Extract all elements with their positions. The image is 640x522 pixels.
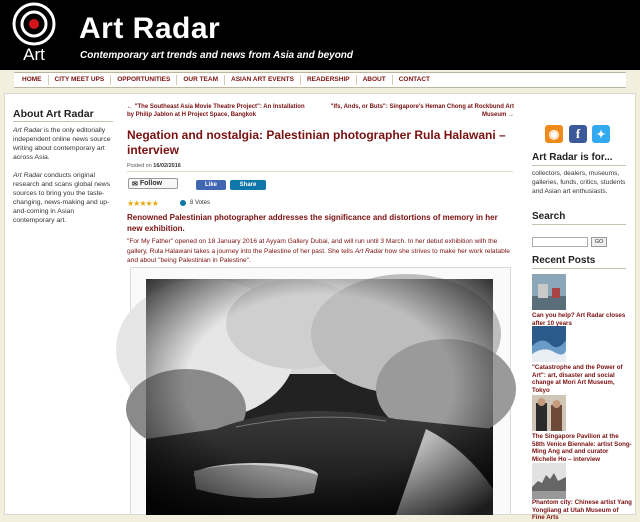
follow-label: Follow bbox=[139, 180, 163, 187]
star-rating[interactable] bbox=[127, 199, 158, 208]
recent-posts-heading: Recent Posts bbox=[532, 255, 596, 266]
recent-posts-divider bbox=[532, 268, 626, 269]
twitter-icon[interactable]: ✦ bbox=[592, 125, 610, 143]
nav-item-opportunities[interactable]: OPPORTUNITIES bbox=[111, 75, 177, 85]
post-thumbnail[interactable] bbox=[532, 326, 566, 362]
art-radar-logo[interactable] bbox=[3, 2, 65, 64]
post-thumbnail[interactable] bbox=[532, 395, 566, 431]
about-p1-text: is the only editorially independent online news source writing about contemporary art across Asia. bbox=[13, 127, 111, 161]
search-heading: Search bbox=[532, 211, 566, 222]
star-icon[interactable]: ★ bbox=[151, 199, 158, 208]
article-title: Negation and nostalgia: Palestinian photographer Rula Halawani – interview bbox=[127, 128, 506, 157]
about-p1-name: Art Radar bbox=[13, 127, 43, 134]
search-input[interactable] bbox=[532, 237, 588, 247]
votes-count: 8 Votes bbox=[190, 200, 211, 206]
posted-date-value: 16/02/2016 bbox=[153, 163, 181, 169]
intro-text-a: "For My Father" opened on 18 January 2016 at Ayyam Gallery Dubai, and will run until 3 March. In her debut exhibition with the gallery, Rula Halawani takes a journey into the Palestine of her past. She tells bbox=[127, 238, 498, 255]
follow-button[interactable] bbox=[128, 178, 178, 189]
share-label: Share bbox=[239, 182, 257, 188]
facebook-like-button[interactable] bbox=[196, 180, 226, 190]
posted-label: Posted on bbox=[127, 163, 154, 169]
intro-text-b: how she strives to make her work relatable and about "being Palestinian in Palestine". bbox=[127, 247, 510, 264]
info-icon bbox=[180, 200, 186, 206]
search-go-button[interactable]: GO bbox=[591, 237, 607, 247]
nav-item-asian-art-events[interactable]: ASIAN ART EVENTS bbox=[225, 75, 301, 85]
about-heading: About Art Radar bbox=[13, 108, 94, 120]
like-label: Like bbox=[204, 182, 217, 188]
about-p2-name: Art Radar bbox=[13, 172, 43, 179]
recent-post-link[interactable]: Phantom city: Chinese artist Yang Yongliang at Utah Museum of Fine Arts bbox=[532, 499, 632, 521]
about-p2-text: conducts original research and scans global news sources to bring you the taste-changing, news-making and up-and-coming in Asian contemporary art. bbox=[13, 172, 111, 224]
nav-item-about[interactable]: ABOUT bbox=[357, 75, 393, 85]
envelope-icon: ✉ bbox=[132, 180, 138, 188]
is-for-heading: Art Radar is for... bbox=[532, 152, 613, 163]
nav-item-readership[interactable]: READERSHIP bbox=[301, 75, 357, 85]
post-thumbnail[interactable] bbox=[532, 274, 566, 310]
nav-item-city-meet-ups[interactable]: CITY MEET UPS bbox=[49, 75, 112, 85]
is-for-divider bbox=[532, 165, 626, 166]
article-intro bbox=[127, 237, 515, 266]
star-icon[interactable]: ★ bbox=[133, 199, 140, 208]
recent-post-link[interactable]: "Catastrophe and the Power of Art": art, disaster and social change at Mori Art Museum, Tokyo bbox=[532, 364, 623, 394]
post-thumbnail[interactable] bbox=[532, 463, 566, 499]
search-divider bbox=[532, 224, 626, 225]
star-icon[interactable]: ★ bbox=[139, 199, 146, 208]
nav-item-our-team[interactable]: OUR TEAM bbox=[177, 75, 225, 85]
next-post-link[interactable]: "Ifs, Ands, or Buts": Singapore's Heman Chong at Rockbund Art Museum → bbox=[330, 104, 514, 118]
about-paragraph-2 bbox=[13, 171, 115, 225]
site-tagline: Contemporary art trends and news from Asia and beyond bbox=[80, 50, 354, 61]
nav-item-contact[interactable]: CONTACT bbox=[398, 76, 430, 83]
is-for-text: collectors, dealers, museums, galleries, funds, critics, students and Asian art enthusiasts. bbox=[532, 170, 626, 195]
star-icon[interactable]: ★ bbox=[145, 199, 152, 208]
previous-post-link[interactable]: ← "The Southeast Asia Movie Theatre Project": An Installation by Philip Jablon at H Project Space, Bangkok bbox=[127, 104, 305, 118]
recent-post-link[interactable]: Can you help? Art Radar closes after 10 years bbox=[532, 312, 626, 327]
recent-post-link[interactable]: The Singapore Pavilion at the 58th Venice Biennale: artist Song-Ming Ang and and curator Michelle Ho – interview bbox=[532, 433, 632, 463]
linkedin-share-button[interactable] bbox=[230, 180, 266, 190]
article-subtitle: Renowned Palestinian photographer addresses the significance and distortions of memory in her new exhibition. bbox=[127, 213, 498, 233]
article-photo[interactable] bbox=[146, 279, 493, 515]
star-icon[interactable]: ★ bbox=[127, 199, 134, 208]
intro-emphasis: Art Radar bbox=[354, 247, 384, 255]
main-nav bbox=[14, 72, 626, 88]
facebook-icon[interactable]: f bbox=[569, 125, 587, 143]
about-paragraph-1 bbox=[13, 126, 115, 162]
svg-text:Art: Art bbox=[23, 45, 45, 64]
posted-date bbox=[127, 163, 181, 169]
title-divider bbox=[127, 171, 513, 172]
site-title[interactable]: Art Radar bbox=[79, 12, 221, 45]
rss-icon[interactable]: ◉ bbox=[545, 125, 563, 143]
about-divider bbox=[13, 121, 113, 122]
nav-item-home[interactable]: HOME bbox=[16, 75, 49, 85]
site-header bbox=[0, 0, 640, 70]
